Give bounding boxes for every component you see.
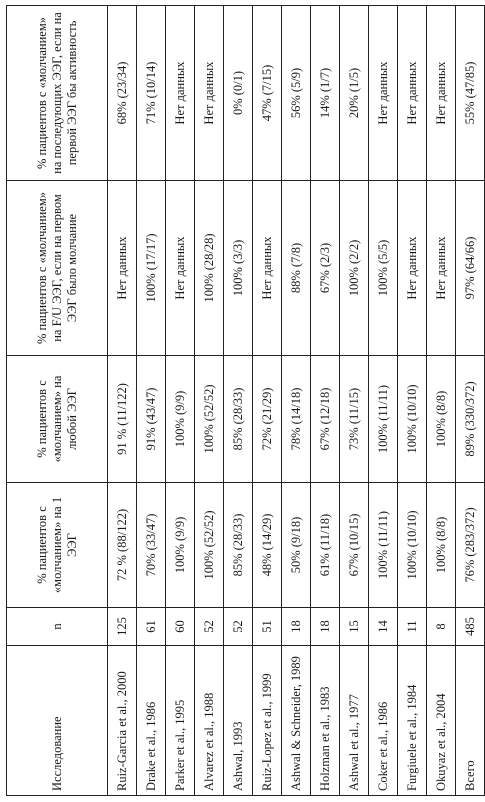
table-row [340, 6, 369, 796]
cell-any-eeg: 89% (330/372) [456, 356, 485, 483]
cell-any-eeg: 78% (14/18) [282, 356, 311, 483]
eeg-silence-table [6, 5, 485, 796]
cell-any-eeg: 85% (28/33) [224, 356, 253, 483]
cell-followup-activity: Нет данных [427, 6, 456, 181]
cell-first-eeg: 72 % (88/122) [108, 483, 137, 608]
header-followup-silence: % пациентов с «молчанием» на F/U ЭЭГ, если на первом ЭЭГ было молчание [7, 181, 108, 356]
table-row [108, 6, 137, 796]
cell-followup-silence: 100% (17/17) [137, 181, 166, 356]
cell-followup-silence: 88% (7/8) [282, 181, 311, 356]
cell-study: Ruiz-Garcia et al., 2000 [108, 646, 137, 796]
cell-study: Holzman et al., 1983 [311, 646, 340, 796]
cell-study: Parker et al., 1995 [166, 646, 195, 796]
table-row [195, 6, 224, 796]
cell-followup-activity: 55% (47/85) [456, 6, 485, 181]
table-row [137, 6, 166, 796]
cell-followup-silence: Нет данных [427, 181, 456, 356]
cell-followup-activity: Нет данных [398, 6, 427, 181]
cell-study: Okuyaz et al., 2004 [427, 646, 456, 796]
cell-first-eeg: 61% (11/18) [311, 483, 340, 608]
header-study: Исследование [7, 646, 108, 796]
total-row [456, 6, 485, 796]
cell-followup-silence: 67% (2/3) [311, 181, 340, 356]
header-row [7, 6, 108, 796]
cell-n: 485 [456, 608, 485, 646]
header-n: n [7, 608, 108, 646]
cell-first-eeg: 100% (9/9) [166, 483, 195, 608]
cell-followup-activity: 47% (7/15) [253, 6, 282, 181]
cell-first-eeg: 100% (11/11) [369, 483, 398, 608]
cell-any-eeg: 100% (11/11) [369, 356, 398, 483]
cell-any-eeg: 100% (10/10) [398, 356, 427, 483]
table-body [108, 6, 485, 796]
cell-n: 51 [253, 608, 282, 646]
cell-followup-activity: 68% (23/34) [108, 6, 137, 181]
cell-followup-activity: 20% (1/5) [340, 6, 369, 181]
cell-first-eeg: 50% (9/18) [282, 483, 311, 608]
cell-followup-activity: 71% (10/14) [137, 6, 166, 181]
cell-n: 18 [282, 608, 311, 646]
cell-followup-silence: 97% (64/66) [456, 181, 485, 356]
cell-first-eeg: 100% (8/8) [427, 483, 456, 608]
cell-followup-activity: Нет данных [195, 6, 224, 181]
cell-any-eeg: 67% (12/18) [311, 356, 340, 483]
cell-followup-silence: 100% (3/3) [224, 181, 253, 356]
cell-study: Ashwal & Schneider, 1989 [282, 646, 311, 796]
cell-followup-silence: 100% (5/5) [369, 181, 398, 356]
cell-first-eeg: 100% (10/10) [398, 483, 427, 608]
table-row [427, 6, 456, 796]
table-row [398, 6, 427, 796]
cell-followup-activity: Нет данных [369, 6, 398, 181]
cell-study: Alvarez et al., 1988 [195, 646, 224, 796]
cell-any-eeg: 100% (52/52) [195, 356, 224, 483]
cell-n: 15 [340, 608, 369, 646]
cell-first-eeg: 48% (14/29) [253, 483, 282, 608]
cell-any-eeg: 91% (43/47) [137, 356, 166, 483]
table-row [253, 6, 282, 796]
cell-n: 52 [195, 608, 224, 646]
cell-study: Ruiz-Lopez et al., 1999 [253, 646, 282, 796]
cell-study: Furgiuele et al., 1984 [398, 646, 427, 796]
table-row [166, 6, 195, 796]
table-row [224, 6, 253, 796]
cell-first-eeg: 70% (33/47) [137, 483, 166, 608]
cell-followup-activity: 56% (5/9) [282, 6, 311, 181]
cell-followup-activity: Нет данных [166, 6, 195, 181]
cell-any-eeg: 100% (9/9) [166, 356, 195, 483]
cell-study: Ashwal, 1993 [224, 646, 253, 796]
cell-any-eeg: 91 % (11/122) [108, 356, 137, 483]
cell-n: 8 [427, 608, 456, 646]
cell-study: Всего [456, 646, 485, 796]
cell-any-eeg: 72% (21/29) [253, 356, 282, 483]
cell-first-eeg: 67% (10/15) [340, 483, 369, 608]
cell-n: 18 [311, 608, 340, 646]
cell-n: 14 [369, 608, 398, 646]
cell-followup-silence: 100% (2/2) [340, 181, 369, 356]
table-row [282, 6, 311, 796]
cell-first-eeg: 85% (28/33) [224, 483, 253, 608]
cell-first-eeg: 100% (52/52) [195, 483, 224, 608]
table-row [369, 6, 398, 796]
cell-followup-silence: Нет данных [253, 181, 282, 356]
cell-study: Ashwal et al., 1977 [340, 646, 369, 796]
cell-n: 52 [224, 608, 253, 646]
cell-n: 125 [108, 608, 137, 646]
cell-study: Coker et al., 1986 [369, 646, 398, 796]
cell-followup-activity: 0% (0/1) [224, 6, 253, 181]
cell-n: 61 [137, 608, 166, 646]
cell-first-eeg: 76% (283/372) [456, 483, 485, 608]
cell-n: 60 [166, 608, 195, 646]
cell-followup-silence: Нет данных [108, 181, 137, 356]
cell-study: Drake et al., 1986 [137, 646, 166, 796]
cell-followup-silence: Нет данных [398, 181, 427, 356]
cell-n: 11 [398, 608, 427, 646]
cell-any-eeg: 73% (11/15) [340, 356, 369, 483]
header-any-eeg: % пациентов с «молчанием» на любой ЭЭГ [7, 356, 108, 483]
header-followup-activity: % пациентов с «молчанием» на последующих ЭЭГ, если на первой ЭЭГ бы активность [7, 6, 108, 181]
header-first-eeg: % пациентов с «молчанием» на 1 ЭЭГ [7, 483, 108, 608]
cell-followup-activity: 14% (1/7) [311, 6, 340, 181]
cell-followup-silence: Нет данных [166, 181, 195, 356]
cell-any-eeg: 100% (8/8) [427, 356, 456, 483]
table-row [311, 6, 340, 796]
cell-followup-silence: 100% (28/28) [195, 181, 224, 356]
